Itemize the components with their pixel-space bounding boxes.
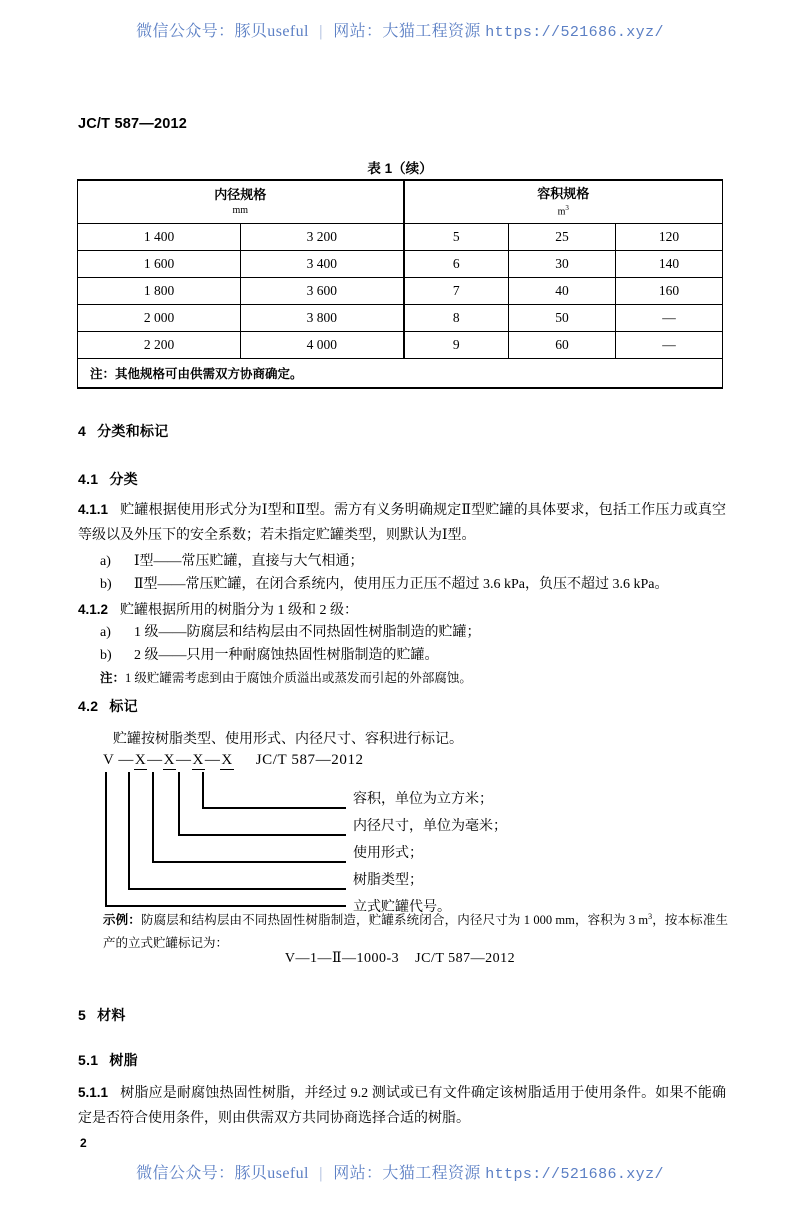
cell-volume-a: 7 (404, 278, 509, 305)
cell-diameter-b: 3 800 (241, 305, 404, 332)
heading-number: 5.1 (78, 1052, 99, 1068)
paragraph-text: 树脂应是耐腐蚀热固性树脂，并经过 9.2 测试或已有文件确定该树脂适用于使用条件。如果不能确定是否符合使用条件，则由供需双方共同协商选择合适的树脂。 (78, 1086, 726, 1126)
watermark-wechat-label: 微信公众号：豚贝useful (136, 1165, 309, 1182)
list-item (100, 550, 730, 574)
list-item-text: Ⅰ型——常压贮罐，直接与大气相通； (134, 554, 364, 569)
cell-volume-b: 50 (509, 305, 616, 332)
cell-volume-c: — (616, 305, 723, 332)
heading-section-4-1 (78, 469, 138, 489)
watermark-bottom (0, 1160, 800, 1183)
designation-dash-1: — (118, 752, 134, 768)
watermark-top (0, 18, 800, 41)
cell-diameter-b: 3 600 (241, 278, 404, 305)
paragraph-4-1-2 (78, 597, 726, 623)
cell-volume-c: 140 (616, 251, 723, 278)
designation-dash-3: — (176, 752, 192, 768)
designation-x-2: X (163, 752, 175, 768)
list-item (100, 573, 730, 597)
heading-number: 4.2 (78, 698, 99, 714)
table-note: 注：其他规格可由供需双方协商确定。 (78, 359, 723, 389)
table-row (78, 251, 723, 278)
leader-line-form (153, 772, 346, 862)
watermark-wechat-label: 微信公众号：豚贝useful (136, 23, 309, 40)
cell-volume-c: 120 (616, 224, 723, 251)
cell-volume-a: 5 (404, 224, 509, 251)
cell-volume-a: 8 (404, 305, 509, 332)
leader-line-diameter (179, 772, 346, 835)
leader-line-resin-type (129, 772, 346, 889)
list-item-text: 1 级——防腐层和结构层由不同热固性树脂制造的贮罐； (134, 625, 481, 640)
cell-volume-a: 9 (404, 332, 509, 359)
cell-volume-b: 40 (509, 278, 616, 305)
paragraph-number: 4.1.1 (78, 502, 109, 517)
header-title-inner-diameter: 内径规格 (214, 186, 267, 202)
heading-title: 分类 (109, 471, 138, 487)
example-mark-standard: JC/T 587—2012 (415, 951, 516, 966)
list-marker: a) (100, 554, 111, 569)
cell-volume-b: 60 (509, 332, 616, 359)
designation-dash-4: — (204, 752, 221, 768)
heading-section-4-2 (78, 696, 138, 716)
designation-label-volume: 容积，单位为立方米； (353, 792, 493, 807)
cell-volume-b: 25 (509, 224, 616, 251)
table-row (78, 305, 723, 332)
heading-number: 5 (78, 1007, 87, 1023)
heading-title: 树脂 (109, 1052, 138, 1068)
watermark-separator: | (319, 23, 323, 40)
paragraph-number: 4.1.2 (78, 602, 109, 617)
table-caption: 表 1（续） (367, 161, 433, 176)
watermark-site-label: 网站：大猫工程资源 (333, 23, 481, 40)
table-row (78, 332, 723, 359)
paragraph-5-1-1 (78, 1080, 726, 1131)
table-header-volume (404, 180, 723, 224)
heading-number: 4.1 (78, 471, 99, 487)
paragraph-4-1-1 (78, 497, 726, 548)
note-label: 注： (100, 671, 126, 685)
note-text: 1 级贮罐需考虑到由于腐蚀介质溢出或蒸发而引起的外部腐蚀。 (125, 671, 472, 685)
designation-label-resin-type: 树脂类型； (353, 873, 423, 888)
header-title-volume: 容积规格 (537, 185, 590, 201)
heading-section-4 (78, 421, 169, 441)
cell-diameter-a: 1 600 (78, 251, 241, 278)
list-item (100, 621, 730, 645)
designation-example (103, 905, 728, 955)
paragraph-4-2 (113, 727, 713, 752)
cell-diameter-b: 3 400 (241, 251, 404, 278)
cell-volume-b: 30 (509, 251, 616, 278)
paragraph-text: 贮罐根据所用的树脂分为 1 级和 2 级： (120, 603, 359, 618)
heading-number: 4 (78, 423, 87, 439)
heading-title: 材料 (97, 1007, 126, 1023)
designation-prefix: V (103, 752, 115, 768)
watermark-site-label: 网站：大猫工程资源 (333, 1165, 481, 1182)
watermark-url: https://521686.xyz/ (485, 24, 664, 41)
cell-volume-c: 160 (616, 278, 723, 305)
designation-label-list (353, 786, 507, 921)
designation-example-mark-line (0, 950, 800, 967)
designation-x-3: X (192, 752, 204, 768)
cell-diameter-b: 4 000 (241, 332, 404, 359)
list-marker: a) (100, 625, 111, 640)
page-number: 2 (80, 1136, 87, 1150)
designation-leader-lines (103, 766, 363, 912)
example-label: 示例： (103, 913, 141, 928)
cell-diameter-b: 3 200 (241, 224, 404, 251)
note-4-1-2 (100, 667, 472, 689)
designation-label-diameter: 内径尺寸，单位为毫米； (353, 819, 507, 834)
list-item (100, 644, 730, 668)
designation-diagram (103, 752, 703, 915)
designation-x-4: X (221, 752, 233, 768)
paragraph-text: 贮罐根据使用形式分为Ⅰ型和Ⅱ型。需方有义务明确规定Ⅱ型贮罐的具体要求，包括工作压力或真空等级以及外压下的安全系数；若未指定贮罐类型，则默认为Ⅰ型。 (78, 503, 726, 543)
example-text: 防腐层和结构层由不同热固性树脂制造，贮罐系统闭合，内径尺寸为 1 000 mm，容积为 3 m (140, 913, 649, 928)
list-item-text: 2 级——只用一种耐腐蚀热固性树脂制造的贮罐。 (134, 648, 439, 663)
list-item-text: Ⅱ型——常压贮罐，在闭合系统内，使用压力正压不超过 3.6 kPa，负压不超过 3.6 kPa。 (134, 577, 669, 592)
example-text-tail: ，按本标准生产的立式贮罐标记为： (103, 913, 728, 951)
heading-section-5 (78, 1005, 126, 1025)
list-marker: b) (100, 577, 112, 592)
cell-volume-a: 6 (404, 251, 509, 278)
heading-title: 分类和标记 (97, 423, 169, 439)
heading-section-5-1 (78, 1050, 138, 1070)
watermark-url: https://521686.xyz/ (485, 1166, 664, 1183)
cell-diameter-a: 1 400 (78, 224, 241, 251)
designation-label-form: 使用形式； (353, 846, 423, 861)
cell-diameter-a: 1 800 (78, 278, 241, 305)
table-note-row (78, 359, 723, 389)
example-superscript: 3 (648, 912, 653, 921)
table-header-row (78, 180, 723, 224)
leader-line-tank-code (106, 772, 346, 906)
cell-volume-c: — (616, 332, 723, 359)
paragraph-number: 5.1.1 (78, 1085, 109, 1100)
watermark-separator: | (319, 1165, 323, 1182)
cell-diameter-a: 2 000 (78, 305, 241, 332)
header-unit-mm: mm (232, 204, 249, 216)
heading-title: 标记 (109, 698, 138, 714)
example-mark-code: V—1—Ⅱ—1000-3 (284, 951, 400, 966)
table-header-inner-diameter (78, 180, 404, 224)
leader-line-volume (203, 772, 346, 808)
table-row (78, 278, 723, 305)
header-unit-m3: $m^3$ (557, 203, 569, 217)
table-row (78, 224, 723, 251)
designation-standard: JC/T 587—2012 (255, 752, 364, 768)
list-marker: b) (100, 648, 112, 663)
document-code: JC/T 587—2012 (78, 116, 187, 132)
specification-table (77, 179, 723, 389)
paragraph-text: 贮罐按树脂类型、使用形式、内径尺寸、容积进行标记。 (113, 732, 463, 747)
designation-label-tank-code: 立式贮罐代号。 (353, 900, 451, 915)
designation-dash-2: — (147, 752, 163, 768)
cell-diameter-a: 2 200 (78, 332, 241, 359)
designation-x-1: X (134, 752, 147, 768)
